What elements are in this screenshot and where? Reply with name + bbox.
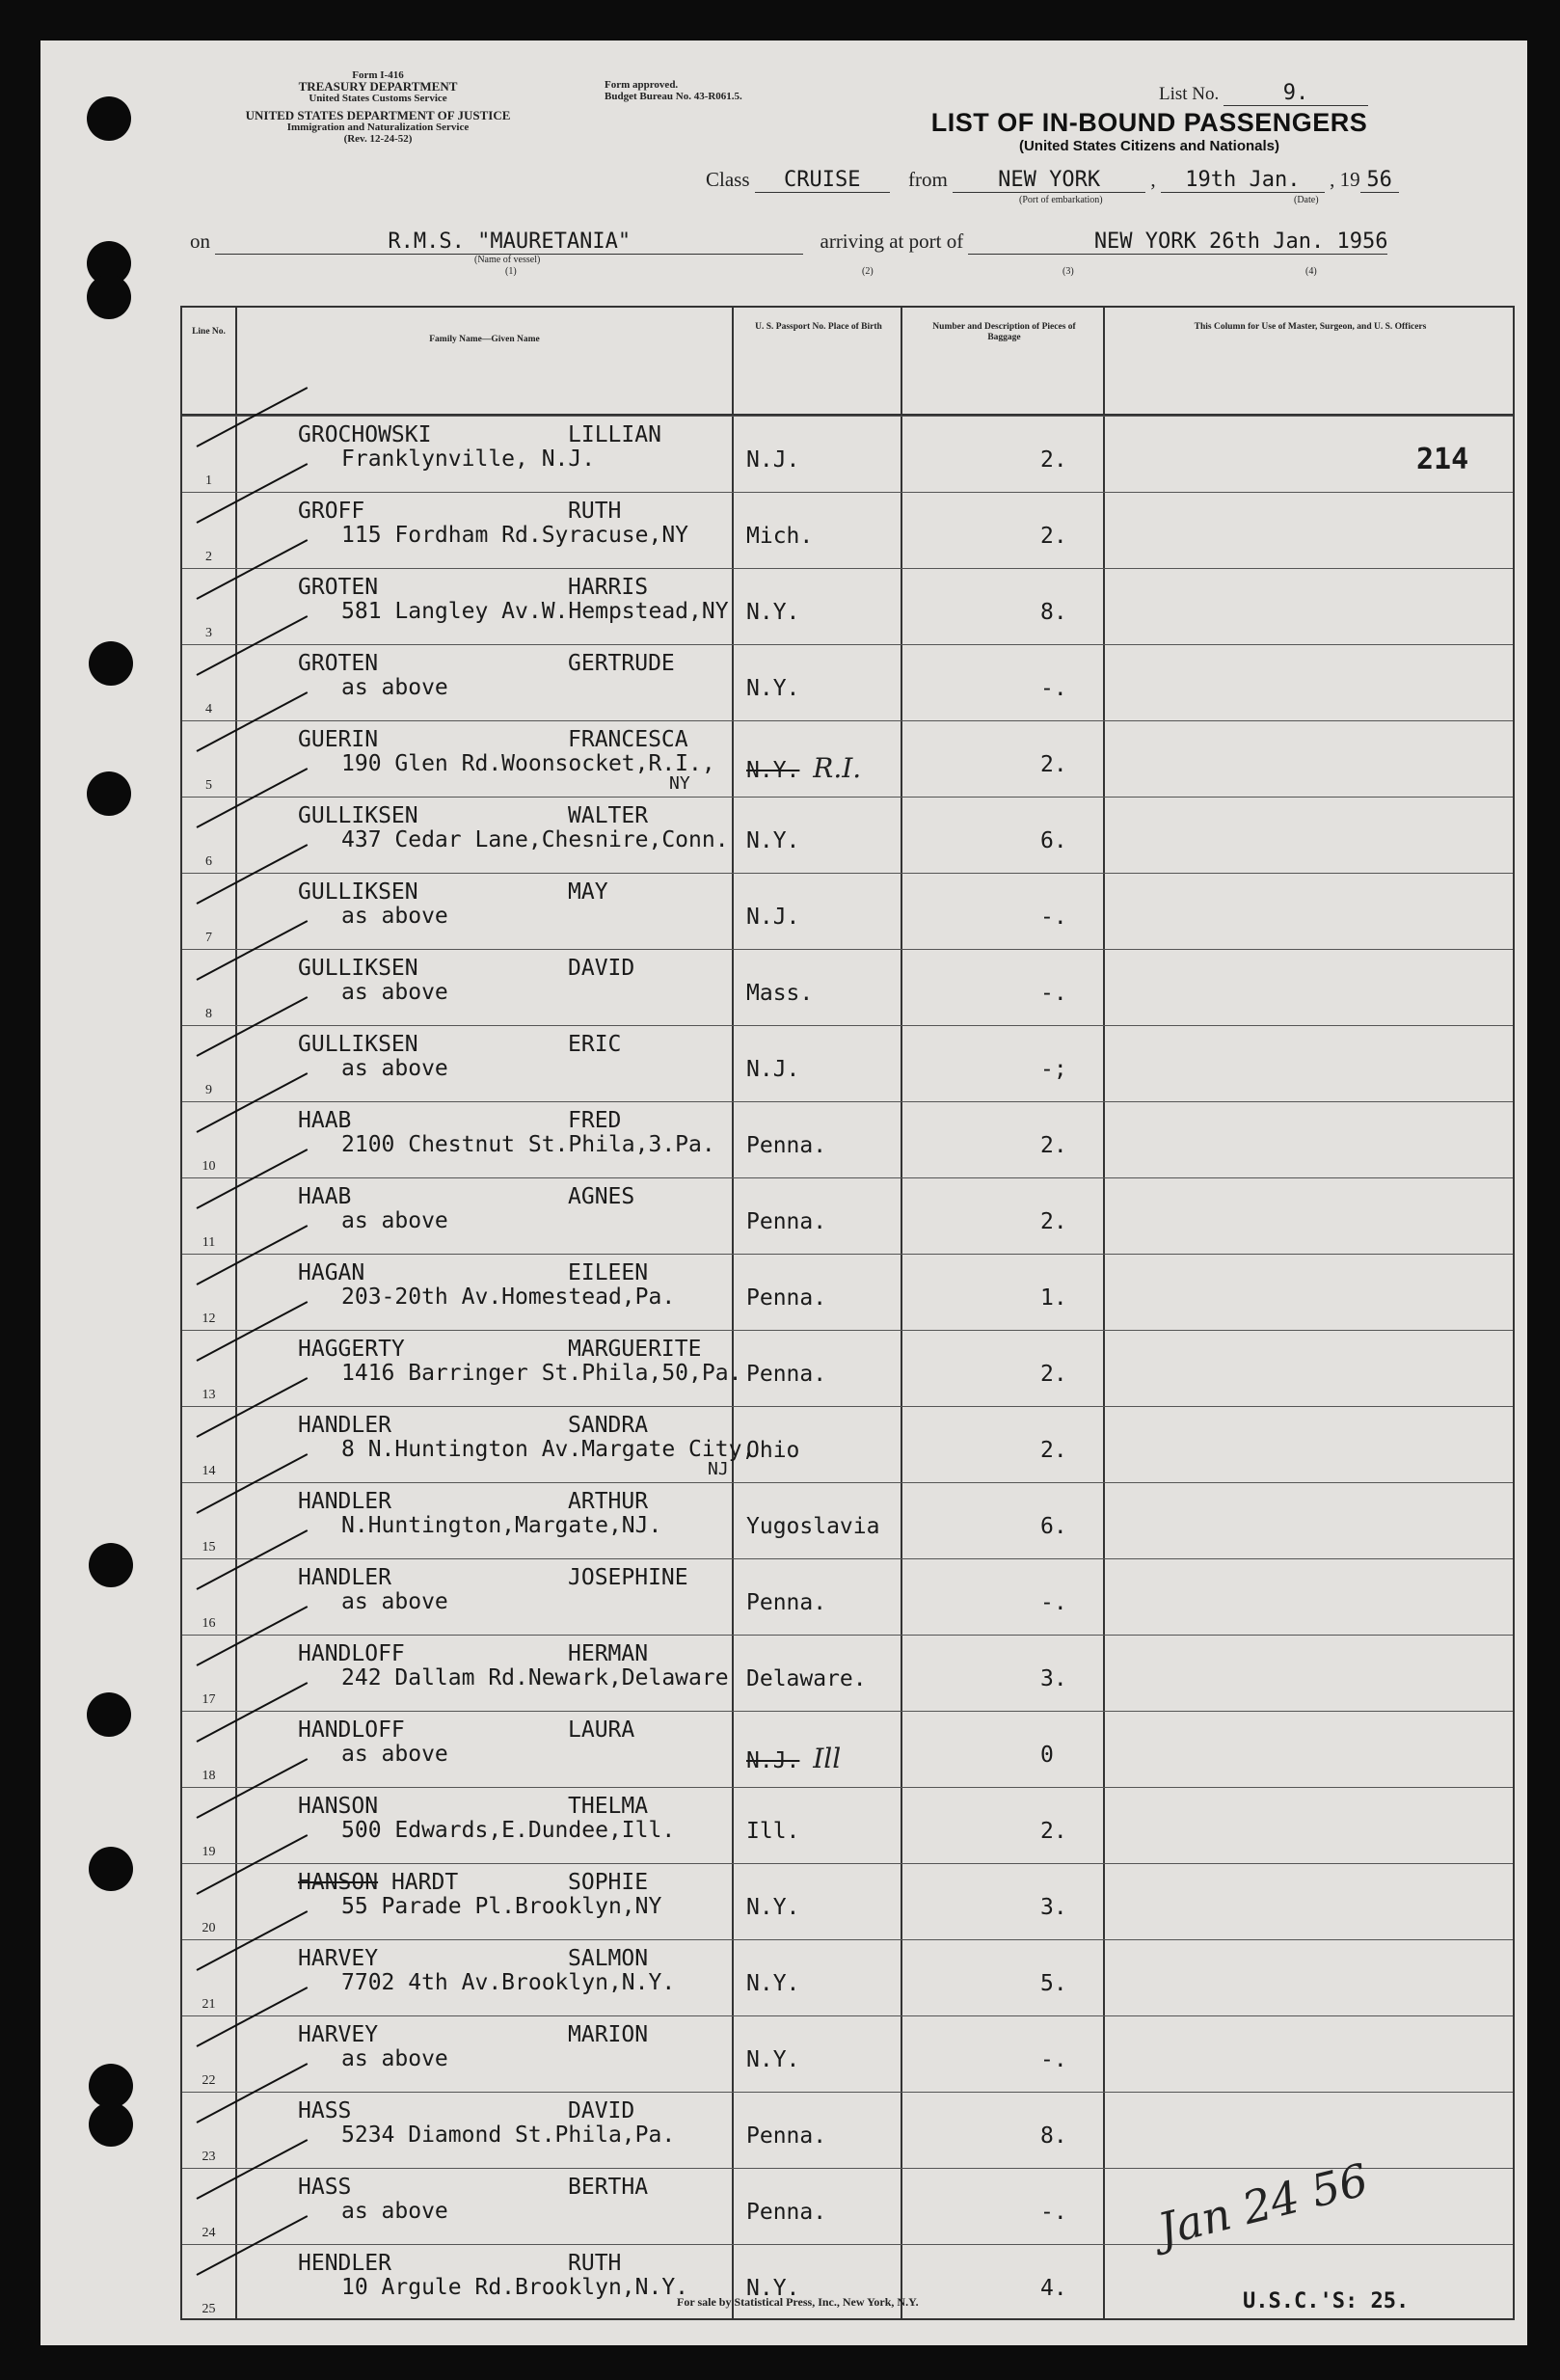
caption-4: (4): [1305, 266, 1317, 277]
line-number: 14: [202, 1464, 216, 1478]
family-name: HANDLOFF: [298, 1717, 405, 1743]
punch-hole: [89, 641, 133, 686]
baggage-count: 2.: [1040, 1362, 1067, 1387]
place-of-birth: N.Y.: [746, 1895, 800, 1920]
check-mark: [197, 387, 309, 447]
table-row: [182, 949, 1513, 1026]
officer-number: 214: [1416, 443, 1469, 476]
class-label: Class: [706, 168, 750, 191]
line-number: 2: [205, 550, 212, 564]
place-of-birth-correction: Ill: [813, 1743, 842, 1774]
place-of-birth-struck: N.J.: [746, 1748, 800, 1773]
address: 7702 4th Av.Brooklyn,N.Y.: [341, 1970, 676, 1995]
place-of-birth: Mass.: [746, 981, 814, 1006]
form-title: [899, 108, 1400, 154]
family-name-struck: HANSON: [298, 1870, 379, 1895]
place-of-birth: Penna.: [746, 1133, 827, 1158]
baggage-count: 1.: [1040, 1285, 1067, 1311]
address: as above: [341, 1208, 448, 1233]
baggage-count: 2.: [1040, 447, 1067, 473]
place-of-birth: Mich.: [746, 524, 814, 549]
baggage-count: 2.: [1040, 1819, 1067, 1844]
line-number: 15: [202, 1540, 216, 1555]
baggage-count: -.: [1040, 676, 1067, 701]
passenger-manifest-page: [40, 41, 1527, 2345]
baggage-count: 8.: [1040, 2123, 1067, 2149]
caption-1: (1): [505, 266, 517, 277]
table-row: [182, 416, 1513, 493]
table-row: [182, 2015, 1513, 2093]
header-passport: U. S. Passport No. Place of Birth: [755, 322, 882, 332]
table-row: [182, 1406, 1513, 1483]
baggage-count: 2.: [1040, 752, 1067, 777]
address-continued: NJ: [708, 1459, 729, 1479]
given-name: RUTH: [568, 2251, 622, 2276]
address: 55 Parade Pl.Brooklyn,NY: [341, 1894, 662, 1919]
table-row: [182, 1101, 1513, 1178]
baggage-count: 4.: [1040, 2276, 1067, 2301]
table-row: [182, 1635, 1513, 1712]
family-name: HANDLOFF: [298, 1641, 405, 1666]
family-name: HARVEY: [298, 1946, 379, 1971]
justice-dept: UNITED STATES DEPARTMENT OF JUSTICE: [245, 108, 511, 122]
given-name: WALTER: [568, 803, 649, 828]
port-embarkation-caption: (Port of embarkation): [1019, 195, 1103, 205]
address: 8 N.Huntington Av.Margate City,: [341, 1437, 756, 1462]
baggage-count: 2.: [1040, 1133, 1067, 1158]
year-prefix: 19: [1339, 168, 1360, 191]
family-name: HANDLER: [298, 1413, 391, 1438]
family-name: GROCHOWSKI: [298, 422, 432, 447]
line-number: 5: [205, 778, 212, 793]
address: as above: [341, 980, 448, 1005]
table-row: [182, 568, 1513, 645]
address: as above: [341, 1056, 448, 1081]
from-value: NEW YORK: [953, 168, 1145, 193]
table-row: [182, 1330, 1513, 1407]
family-name: HANDLER: [298, 1565, 391, 1590]
baggage-count: 2.: [1040, 1209, 1067, 1234]
baggage-count: 3.: [1040, 1666, 1067, 1691]
officer-date-signature: Jan 24 56: [1152, 2152, 1374, 2257]
given-name: MARGUERITE: [568, 1337, 702, 1362]
table-row: [182, 2092, 1513, 2169]
place-of-birth: Ohio: [746, 1438, 800, 1463]
date-caption: (Date): [1294, 195, 1319, 205]
place-of-birth: Penna.: [746, 2200, 827, 2225]
family-name: GROTEN: [298, 575, 379, 600]
given-name: DAVID: [568, 956, 635, 981]
printer-footer: For sale by Statistical Press, Inc., New York, N.Y.: [677, 2295, 919, 2309]
year-value: 56: [1360, 168, 1399, 193]
address: as above: [341, 904, 448, 929]
vessel-caption: (Name of vessel): [474, 255, 541, 265]
line-number: 3: [205, 626, 212, 640]
family-name: GROFF: [298, 499, 365, 524]
address: as above: [341, 675, 448, 700]
given-name: MAY: [568, 879, 608, 905]
on-label: on: [190, 230, 210, 253]
family-name: HENDLER: [298, 2251, 391, 2276]
baggage-count: 3.: [1040, 1895, 1067, 1920]
line-number: 24: [202, 2226, 216, 2240]
title-text: LIST OF IN-BOUND PASSENGERS: [930, 108, 1368, 137]
baggage-count: 0: [1040, 1743, 1054, 1768]
place-of-birth: [746, 752, 861, 784]
ins-service: Immigration and Naturalization Service: [286, 122, 470, 133]
place-of-birth: Ill.: [746, 1819, 800, 1844]
family-name: HANSON: [298, 1794, 379, 1819]
punch-hole: [87, 771, 131, 816]
line-number: 11: [202, 1235, 216, 1250]
family-name-corrected: HARDT: [390, 1870, 459, 1895]
given-name: SOPHIE: [568, 1870, 649, 1895]
table-row: [182, 1254, 1513, 1331]
given-name: DAVID: [568, 2098, 635, 2123]
table-row: [182, 1558, 1513, 1636]
family-name: GULLIKSEN: [298, 956, 418, 981]
place-of-birth: Penna.: [746, 1590, 827, 1615]
line-number: 8: [205, 1007, 212, 1021]
line-number: 16: [202, 1616, 216, 1631]
place-of-birth: Delaware.: [746, 1666, 867, 1691]
place-of-birth-correction: R.I.: [813, 752, 862, 784]
place-of-birth: Penna.: [746, 1285, 827, 1311]
family-name: GUERIN: [298, 727, 379, 752]
family-name: GULLIKSEN: [298, 803, 418, 828]
place-of-birth: N.J.: [746, 447, 800, 473]
baggage-count: -.: [1040, 2200, 1067, 2225]
form-approved: Form approved.: [605, 79, 679, 91]
line-number: 18: [202, 1769, 216, 1783]
table-row: [182, 1939, 1513, 2016]
table-row: [182, 1025, 1513, 1102]
agency-header: [166, 69, 590, 145]
given-name: ARTHUR: [568, 1489, 649, 1514]
given-name: MARION: [568, 2022, 649, 2047]
place-of-birth: Penna.: [746, 1209, 827, 1234]
place-of-birth: Penna.: [746, 1362, 827, 1387]
line-number: 13: [202, 1388, 216, 1402]
line-number: 23: [202, 2150, 216, 2164]
header-name: Family Name—Given Name: [429, 335, 540, 344]
family-name: HAAB: [298, 1108, 352, 1133]
punch-hole: [89, 1847, 133, 1891]
line-number: 25: [202, 2302, 216, 2316]
given-name: FRED: [568, 1108, 622, 1133]
budget-bureau: Budget Bureau No. 43-R061.5.: [605, 91, 742, 102]
address: 115 Fordham Rd.Syracuse,NY: [341, 523, 689, 548]
arriving-label: arriving at port of: [820, 230, 964, 253]
treasury-dept: TREASURY DEPARTMENT: [298, 79, 458, 94]
line-number: 17: [202, 1692, 216, 1707]
address: 190 Glen Rd.Woonsocket,R.I.,: [341, 751, 715, 776]
punch-hole: [87, 275, 131, 319]
given-name: SANDRA: [568, 1413, 649, 1438]
family-name: HAGAN: [298, 1260, 365, 1285]
list-label: List No.: [1159, 84, 1220, 104]
given-name: LILLIAN: [568, 422, 661, 447]
table-row: [182, 873, 1513, 950]
address: 203-20th Av.Homestead,Pa.: [341, 1285, 676, 1310]
family-name: GROTEN: [298, 651, 379, 676]
place-of-birth: [746, 1743, 841, 1774]
place-of-birth: N.Y.: [746, 828, 800, 853]
baggage-count: 5.: [1040, 1971, 1067, 1996]
punch-hole: [87, 96, 131, 141]
family-name: HARVEY: [298, 2022, 379, 2047]
line-number: 20: [202, 1921, 216, 1935]
family-name: [298, 1870, 458, 1895]
line-number: 21: [202, 1997, 216, 2012]
baggage-count: -.: [1040, 1590, 1067, 1615]
given-name: AGNES: [568, 1184, 635, 1209]
form-number: Form I-416: [352, 69, 404, 81]
punch-hole: [89, 1543, 133, 1587]
address: 581 Langley Av.W.Hempstead,NY: [341, 599, 729, 624]
subtitle-text: (United States Citizens and Nationals): [1018, 138, 1280, 154]
given-name: SALMON: [568, 1946, 649, 1971]
place-of-birth: N.J.: [746, 1057, 800, 1082]
address: as above: [341, 2199, 448, 2224]
table-row: [182, 1482, 1513, 1559]
baggage-count: 2.: [1040, 1438, 1067, 1463]
list-number: [1159, 81, 1368, 106]
address: N.Huntington,Margate,NJ.: [341, 1513, 662, 1538]
header-baggage: Number and Description of Pieces of Baggage: [932, 322, 1076, 342]
place-of-birth: Penna.: [746, 2123, 827, 2149]
passenger-table: [180, 306, 1515, 2320]
arrival-value: NEW YORK 26th Jan. 1956: [968, 230, 1387, 255]
class-line: Class CRUISE from NEW YORK , 19th Jan. , 19 56: [706, 168, 1399, 193]
line-number: 6: [205, 854, 212, 869]
family-name: GULLIKSEN: [298, 1032, 418, 1057]
punch-hole: [89, 2102, 133, 2147]
table-row: [182, 1863, 1513, 1940]
address: 2100 Chestnut St.Phila,3.Pa.: [341, 1132, 715, 1157]
given-name: RUTH: [568, 499, 622, 524]
header-line-no: Line No.: [192, 327, 226, 337]
address: as above: [341, 1589, 448, 1614]
family-name: GULLIKSEN: [298, 879, 418, 905]
table-row: [182, 492, 1513, 569]
caption-2: (2): [862, 266, 874, 277]
baggage-count: -.: [1040, 981, 1067, 1006]
given-name: THELMA: [568, 1794, 649, 1819]
address-continued: NY: [669, 773, 690, 794]
caption-3: (3): [1062, 266, 1074, 277]
family-name: HAGGERTY: [298, 1337, 405, 1362]
address: 1416 Barringer St.Phila,50,Pa.: [341, 1361, 742, 1386]
address: 10 Argule Rd.Brooklyn,N.Y.: [341, 2275, 689, 2300]
vessel-value: R.M.S. "MAURETANIA": [215, 230, 803, 255]
baggage-count: -.: [1040, 905, 1067, 930]
line-number: 22: [202, 2073, 216, 2088]
family-name: HANDLER: [298, 1489, 391, 1514]
line-number: 4: [205, 702, 212, 717]
list-value: 9.: [1224, 81, 1368, 106]
line-number: 12: [202, 1312, 216, 1326]
line-number: 19: [202, 1845, 216, 1859]
baggage-count: 8.: [1040, 600, 1067, 625]
given-name: HERMAN: [568, 1641, 649, 1666]
place-of-birth: N.Y.: [746, 676, 800, 701]
given-name: GERTRUDE: [568, 651, 675, 676]
address: 242 Dallam Rd.Newark,Delaware: [341, 1665, 729, 1690]
line-number: 10: [202, 1159, 216, 1174]
table-row: [182, 720, 1513, 798]
line-number: 1: [205, 473, 212, 488]
address: 500 Edwards,E.Dundee,Ill.: [341, 1818, 676, 1843]
given-name: FRANCESCA: [568, 727, 688, 752]
given-name: BERTHA: [568, 2175, 649, 2200]
place-of-birth: Yugoslavia: [746, 1514, 880, 1539]
given-name: EILEEN: [568, 1260, 649, 1285]
baggage-count: 2.: [1040, 524, 1067, 549]
address: Franklynville, N.J.: [341, 446, 596, 472]
table-row: [182, 797, 1513, 874]
baggage-count: -.: [1040, 2047, 1067, 2072]
address: 437 Cedar Lane,Chesnire,Conn.: [341, 827, 729, 852]
from-label: from: [908, 168, 948, 191]
vessel-line: [190, 230, 1387, 255]
given-name: HARRIS: [568, 575, 649, 600]
given-name: JOSEPHINE: [568, 1565, 688, 1590]
class-value: CRUISE: [755, 168, 890, 193]
table-row: [182, 1711, 1513, 1788]
address: as above: [341, 1742, 448, 1767]
revision: (Rev. 12-24-52): [343, 133, 413, 145]
usc-total: U.S.C.'S: 25.: [1243, 2289, 1410, 2313]
place-of-birth: N.Y.: [746, 2276, 800, 2301]
place-of-birth: N.Y.: [746, 600, 800, 625]
table-row: [182, 644, 1513, 721]
table-row: [182, 1787, 1513, 1864]
customs-service: United States Customs Service: [309, 93, 447, 104]
baggage-count: 6.: [1040, 828, 1067, 853]
place-of-birth: N.Y.: [746, 2047, 800, 2072]
address: as above: [341, 2046, 448, 2071]
date-value: 19th Jan.: [1161, 168, 1325, 193]
family-name: HAAB: [298, 1184, 352, 1209]
address: 5234 Diamond St.Phila,Pa.: [341, 2123, 676, 2148]
place-of-birth: N.Y.: [746, 1971, 800, 1996]
given-name: LAURA: [568, 1717, 635, 1743]
family-name: HASS: [298, 2175, 352, 2200]
line-number: 7: [205, 931, 212, 945]
table-row: [182, 1177, 1513, 1255]
given-name: ERIC: [568, 1032, 622, 1057]
approval-note: [605, 79, 742, 102]
header-officers: This Column for Use of Master, Surgeon, and U. S. Officers: [1194, 322, 1427, 332]
baggage-count: 6.: [1040, 1514, 1067, 1539]
place-of-birth-struck: N.Y.: [746, 758, 800, 783]
place-of-birth: N.J.: [746, 905, 800, 930]
baggage-count: -;: [1040, 1057, 1067, 1082]
line-number: 9: [205, 1083, 212, 1097]
punch-hole: [87, 1692, 131, 1737]
family-name: HASS: [298, 2098, 352, 2123]
